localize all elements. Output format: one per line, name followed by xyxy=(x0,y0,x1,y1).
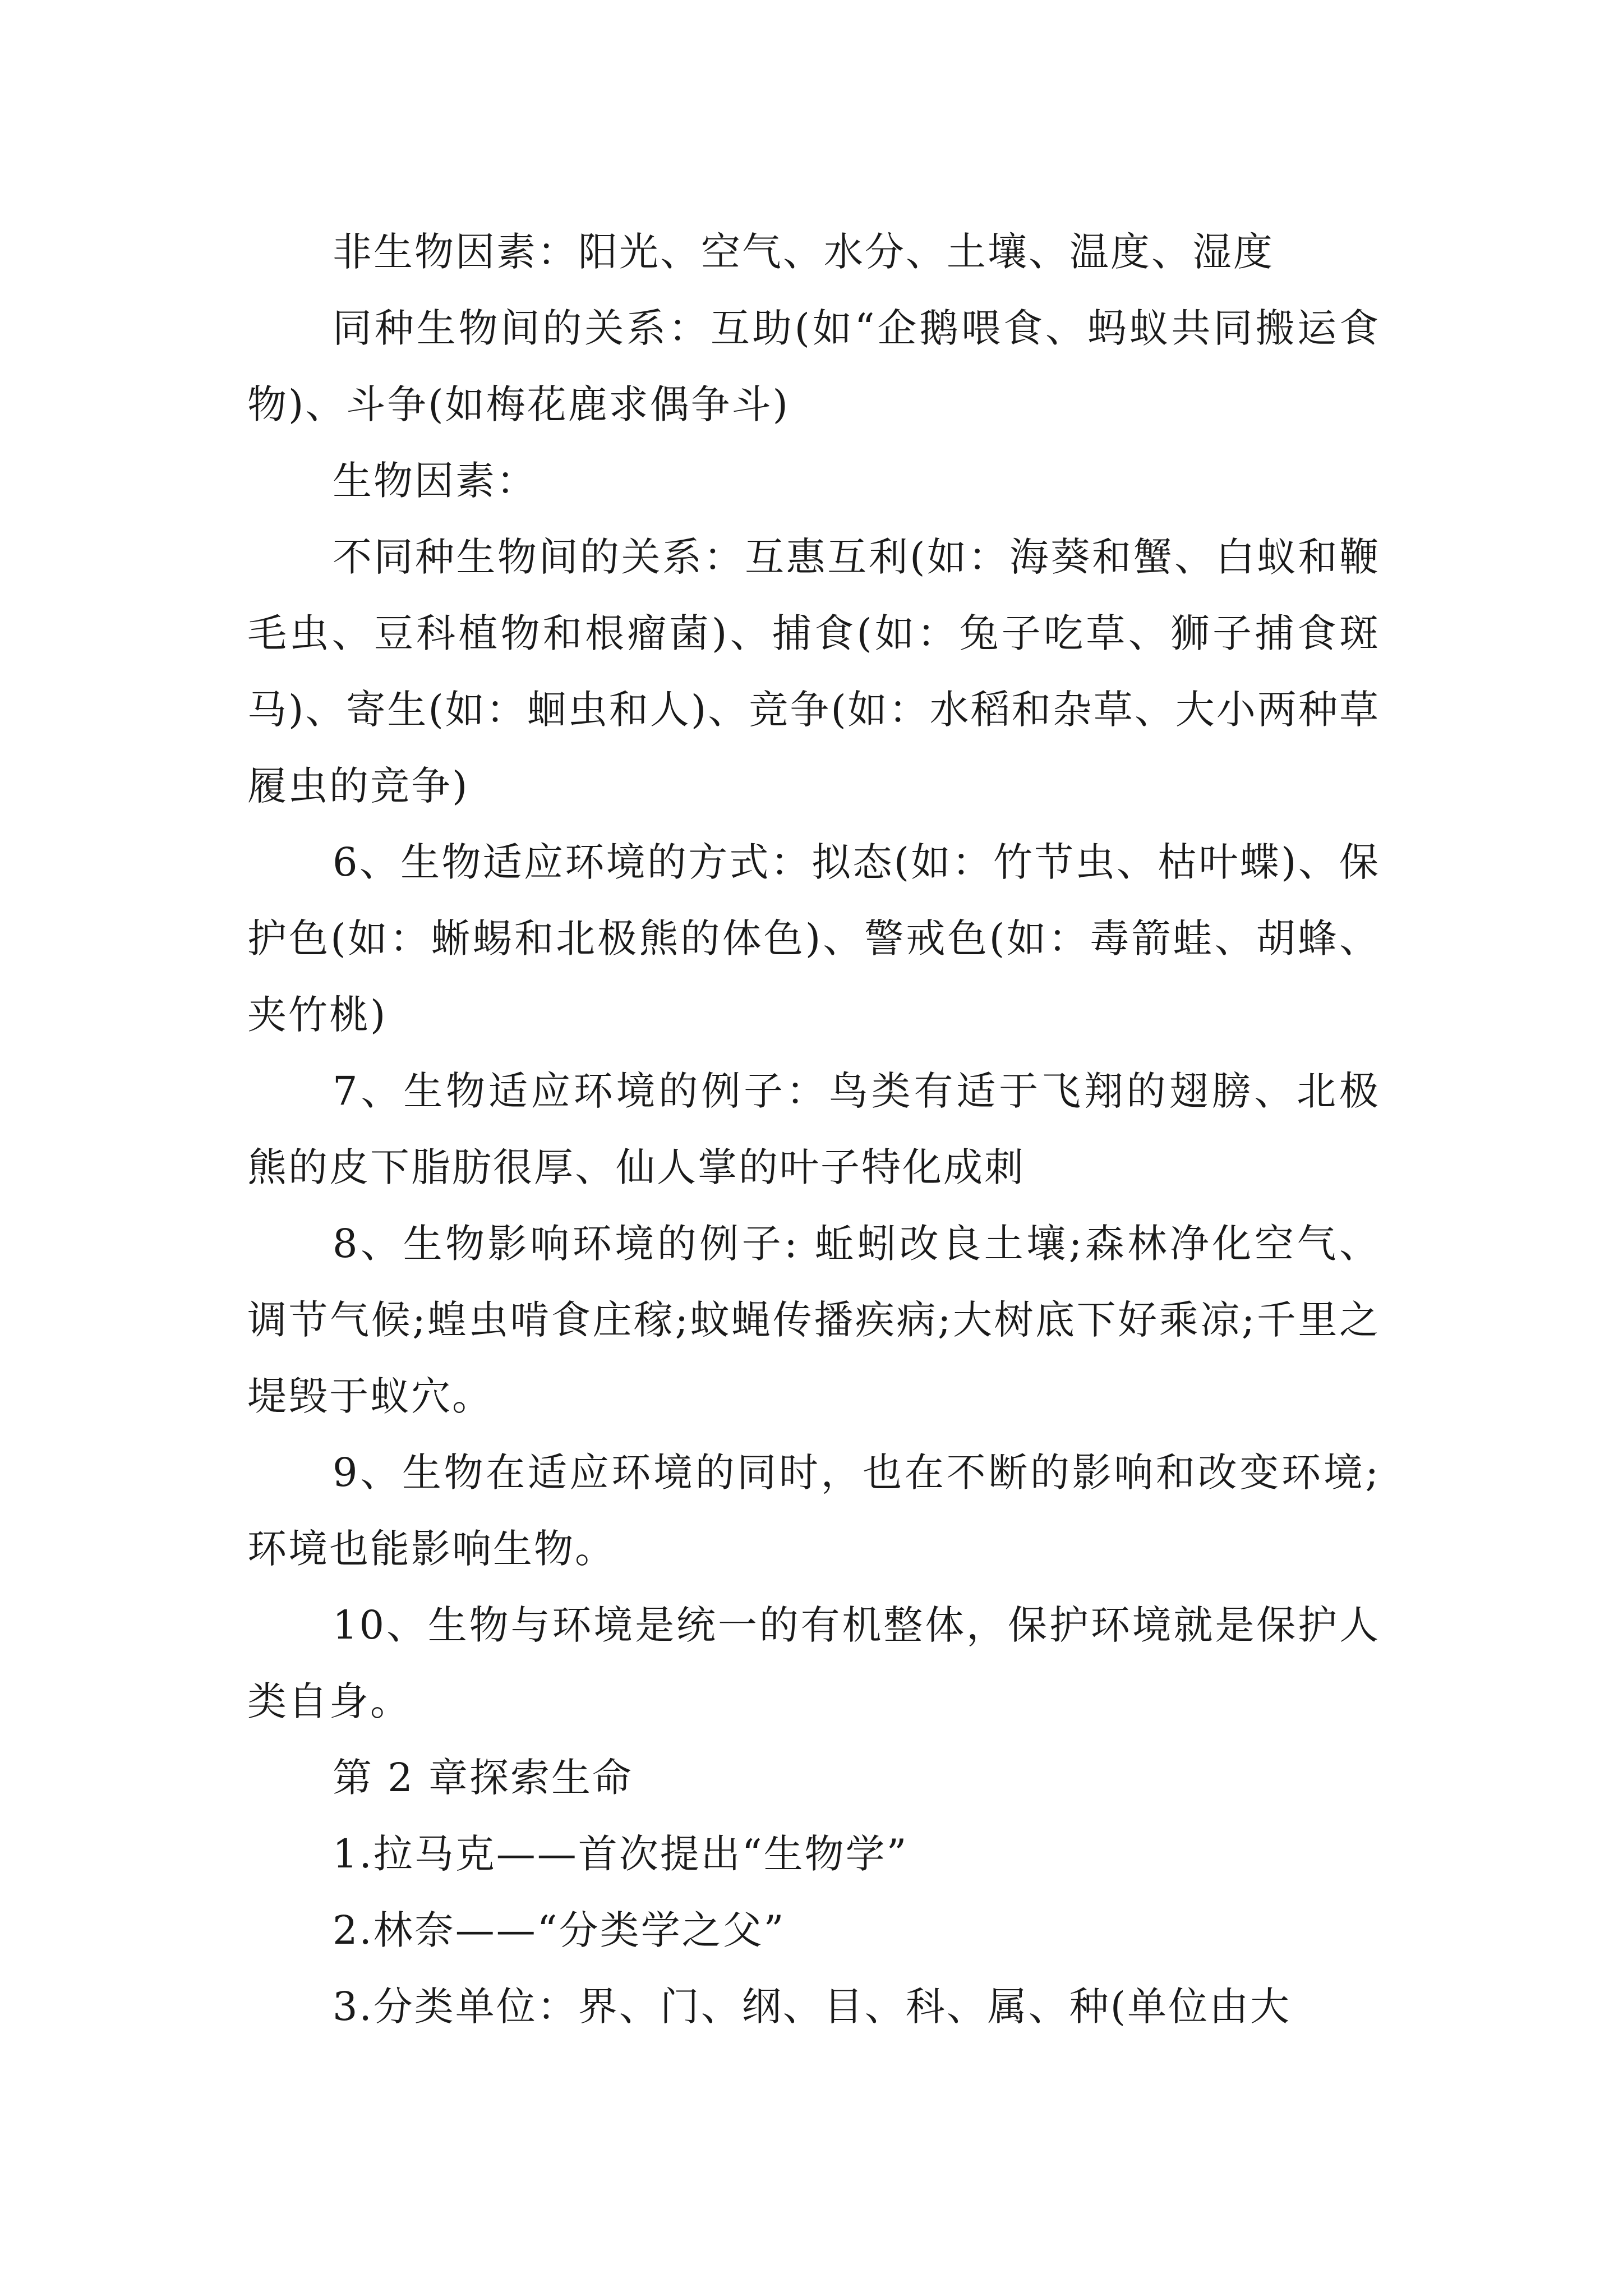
document-body xyxy=(247,214,1380,2045)
paragraph-same-species-relations: 同种生物间的关系：互助(如“企鹅喂食、蚂蚁共同搬运食物)、斗争(如梅花鹿求偶争斗) xyxy=(247,305,1380,427)
list-item-3: 3.分类单位：界、门、纲、目、科、属、种(单位由大 xyxy=(333,1984,1292,2030)
chapter-heading: 第 2 章探索生命 xyxy=(333,1755,634,1801)
paragraph-biotic-factors: 生物因素： xyxy=(333,458,537,504)
list-item-1: 1.拉马克——首次提出“生物学” xyxy=(333,1831,909,1877)
paragraph-item-8: 8、生物影响环境的例子: 蚯蚓改良土壤;森林净化空气、调节气候;蝗虫啃食庄稼;蚊蝇传播疾病;大树底下好乘凉;千里之堤毁于蚁穴。 xyxy=(247,1221,1380,1419)
paragraph-different-species-relations: 不同种生物间的关系：互惠互利(如：海葵和蟹、白蚁和鞭毛虫、豆科植物和根瘤菌)、捕食(如：兔子吃草、狮子捕食斑马)、寄生(如：蛔虫和人)、竞争(如：水稻和杂草、大小两种草履虫的竞争) xyxy=(247,534,1380,809)
list-item-2: 2.林奈——“分类学之父” xyxy=(333,1907,786,1953)
paragraph-item-10: 10、生物与环境是统一的有机整体，保护环境就是保护人类自身。 xyxy=(247,1602,1380,1724)
paragraph-item-9: 9、生物在适应环境的同时，也在不断的影响和改变环境;环境也能影响生物。 xyxy=(247,1450,1380,1572)
paragraph-abiotic-factors: 非生物因素：阳光、空气、水分、土壤、温度、湿度 xyxy=(333,229,1274,275)
paragraph-item-6: 6、生物适应环境的方式：拟态(如：竹节虫、枯叶蝶)、保护色(如：蜥蜴和北极熊的体色)、警戒色(如：毒箭蛙、胡蜂、夹竹桃) xyxy=(247,839,1380,1038)
paragraph-item-7: 7、生物适应环境的例子：鸟类有适于飞翔的翅膀、北极熊的皮下脂肪很厚、仙人掌的叶子特化成刺 xyxy=(247,1068,1380,1190)
